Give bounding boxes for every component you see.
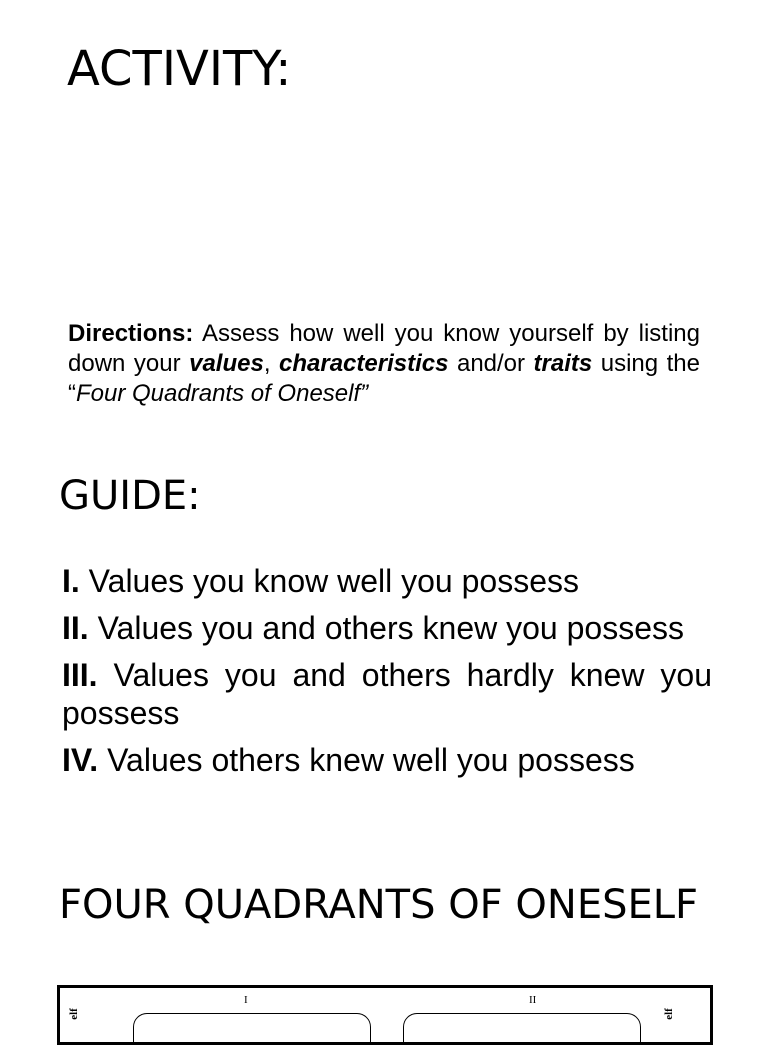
quadrants-side-label-left: elf: [67, 1008, 80, 1020]
guide-item: [62, 562, 712, 600]
guide-item-text: Values you and others knew you possess: [88, 610, 684, 646]
directions-using: using the “: [68, 350, 701, 407]
activity-title: ACTIVITY:: [67, 41, 292, 97]
guide-item: [62, 609, 712, 647]
quadrant-box-2: [403, 1013, 641, 1045]
directions-andor: and/or: [448, 350, 534, 377]
quadrants-diagram: [57, 985, 713, 1045]
directions-quote: Four Quadrants of Oneself: [76, 380, 361, 407]
guide-item-text: Values others knew well you possess: [98, 742, 635, 778]
directions-comma: ,: [263, 350, 279, 377]
quadrant-box-1: [133, 1013, 371, 1045]
guide-list: [62, 562, 712, 788]
guide-item-text: Values you know well you possess: [79, 563, 579, 599]
quadrants-title: FOUR QUADRANTS OF ONESELF: [59, 882, 699, 928]
quadrant-label-2: II: [529, 994, 537, 1006]
directions-label: Directions:: [68, 320, 194, 347]
directions-traits: traits: [533, 350, 593, 377]
quadrants-side-label-right: elf: [662, 1008, 675, 1020]
guide-item-number: IV.: [62, 742, 99, 778]
guide-item-text: Values you and others hardly knew you possess: [62, 657, 712, 731]
guide-title: GUIDE:: [59, 473, 201, 519]
guide-item: [62, 656, 712, 732]
quadrant-label-1: I: [244, 994, 248, 1006]
directions-close-quote: ”: [360, 380, 369, 407]
directions-characteristics: characteristics: [279, 350, 449, 377]
guide-item-number: III.: [62, 657, 98, 693]
directions-values: values: [189, 350, 264, 377]
directions-text: Assess how well you know yourself by listing down your: [68, 320, 700, 377]
guide-item-number: I.: [62, 563, 80, 599]
guide-item: [62, 741, 712, 779]
guide-item-number: II.: [62, 610, 89, 646]
directions-paragraph: [68, 319, 700, 409]
